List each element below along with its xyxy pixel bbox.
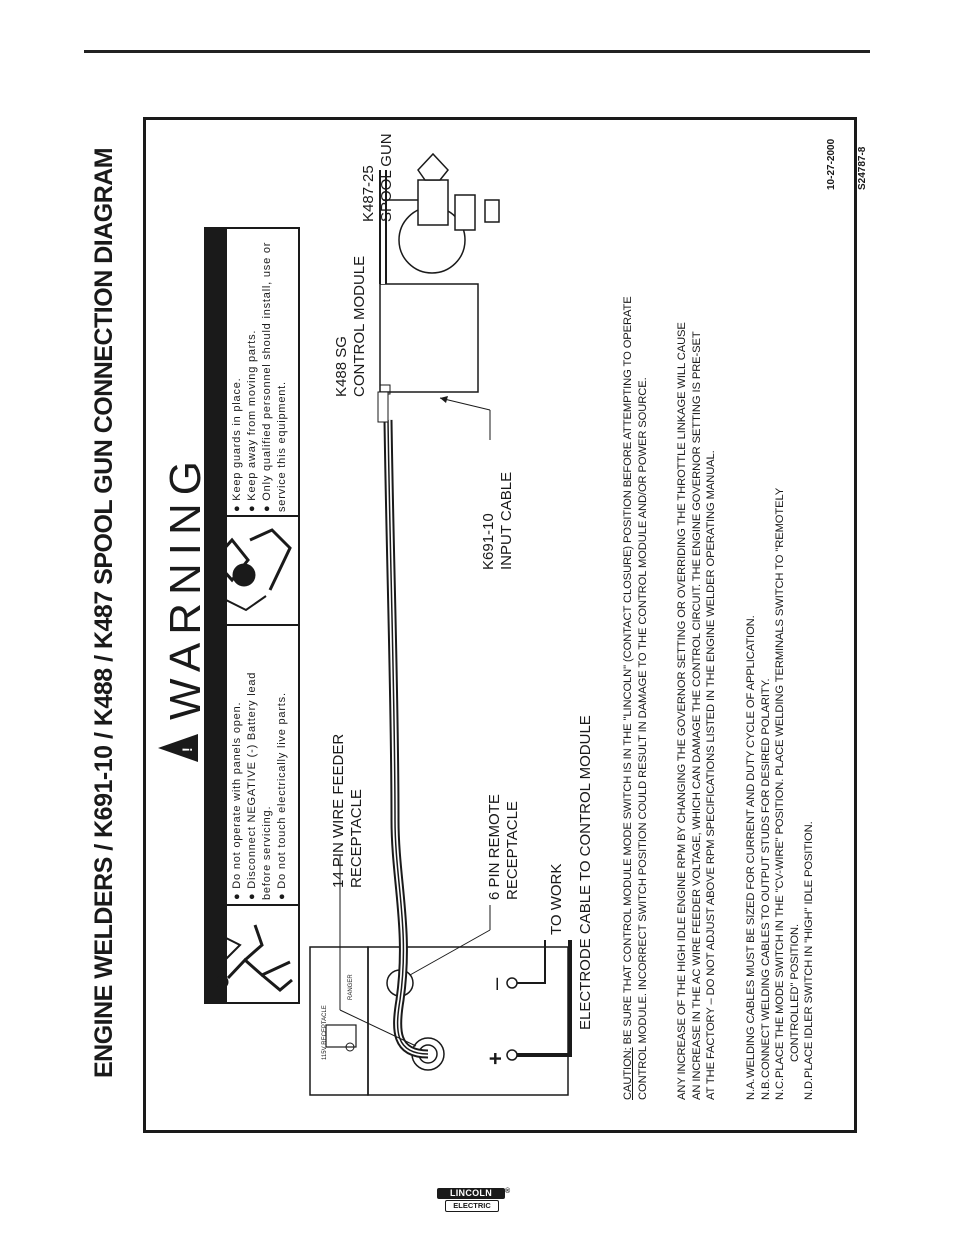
warning-bullet: ● Disconnect NEGATIVE (-) Battery lead before servicing. [246, 671, 273, 900]
minus-label: – [483, 977, 508, 990]
to-work-label: TO WORK [548, 863, 565, 935]
svg-text:!: ! [179, 747, 195, 752]
receptacle-115v-label: 115V RECEPTACLE [322, 1005, 328, 1060]
page-title: ENGINE WELDERS / K691-10 / K488 / K487 SPOOL GUN CONNECTION DIAGRAM [90, 147, 118, 1078]
note-item: CONTROLLED" POSITION. [788, 923, 801, 1062]
pin14-label: 14 PIN WIRE FEEDER RECEPTACLE [330, 733, 365, 888]
electrode-label: ELECTRODE CABLE TO CONTROL MODULE [577, 715, 594, 1030]
warning-heading: WARNING [161, 452, 210, 720]
caution-text: CAUTION: BE SURE THAT CONTROL MODULE MODE SWITCH IS IN THE "LINCOLN" (CONTACT CLOSURE) POSITION BEFORE ATTEMPTING TO OPERATE CONTROL MODULE. INCORRECT SWITCH POSITION COULD RESULT IN DAMAGE TO THE CONTROL MODULE AND/OR POWER SOURCE. [622, 296, 649, 1100]
notes-list [744, 488, 817, 1100]
lincoln-electric-logo: LINCOLN ELECTRIC ® [437, 1188, 509, 1212]
k487-label: K487-25 SPOOL GUN [360, 133, 395, 222]
warning-bullet: ● Keep guards in place. [231, 377, 243, 512]
drawing-number: S24787-8 [857, 146, 868, 190]
caution-label: CAUTION: [622, 1047, 634, 1100]
warning-bullet: ● Do not touch electrically live parts. [276, 692, 288, 900]
control-module [380, 284, 478, 392]
electrode-cable [517, 940, 570, 1055]
ranger-label: RANGER [348, 974, 354, 1000]
warning-triangle-icon [158, 734, 198, 762]
warning-right-bullets [230, 230, 290, 512]
k691-label: K691-10 INPUT CABLE [480, 471, 515, 570]
warning-bullet: ● Keep away from moving parts. [246, 329, 258, 512]
note-item: N.C.PLACE THE MODE SWITCH IN THE "CV-WIRE" POSITION. PLACE WELDING TERMINALS SWITCH TO "REMOTELY [774, 487, 786, 1100]
note-item: N.B.CONNECT WELDING CABLES TO OUTPUT STUDS FOR DESIRED POLARITY. [759, 678, 772, 1100]
pin6-label: 6 PIN REMOTE RECEPTACLE [486, 794, 521, 900]
revision-date: 10-27-2000 [826, 138, 837, 190]
warning-left-bullets [230, 660, 290, 900]
warning-bullet: ● Do not operate with panels open. [231, 701, 243, 900]
welder-panel-top [310, 947, 368, 1095]
rpm-notice: ANY INCREASE OF THE HIGH IDLE ENGINE RPM BY CHANGING THE GOVERNOR SETTING OR OVERRIDING THE THROTTLE LINKAGE WILL CAUSE AN INCREASE IN THE AC WIRE FEEDER VOLTAGE, WHICH CAN DAMAGE THE CONTROL CIRCUIT. THE ENGINE GOVERNOR SETTING IS PRE-SET AT THE FACTORY – DO NOT ADJUST ABOVE RPM SPECIFICATIONS LISTED IN THE ENGINE WELDER OPERATING MANUAL. [676, 322, 717, 1100]
warning-bullet: ● Only qualified personnel should install, use or service this equipment. [261, 241, 288, 512]
plus-label: + [483, 1052, 508, 1065]
k488-label: K488 SG CONTROL MODULE [333, 255, 368, 397]
spool-gun [383, 154, 499, 273]
note-item: N.A.WELDING CABLES MUST BE SIZED FOR CURRENT AND DUTY CYCLE OF APPLICATION. [745, 615, 757, 1100]
note-item: N.D.PLACE IDLER SWITCH IN "HIGH" IDLE POSITION. [803, 821, 815, 1100]
